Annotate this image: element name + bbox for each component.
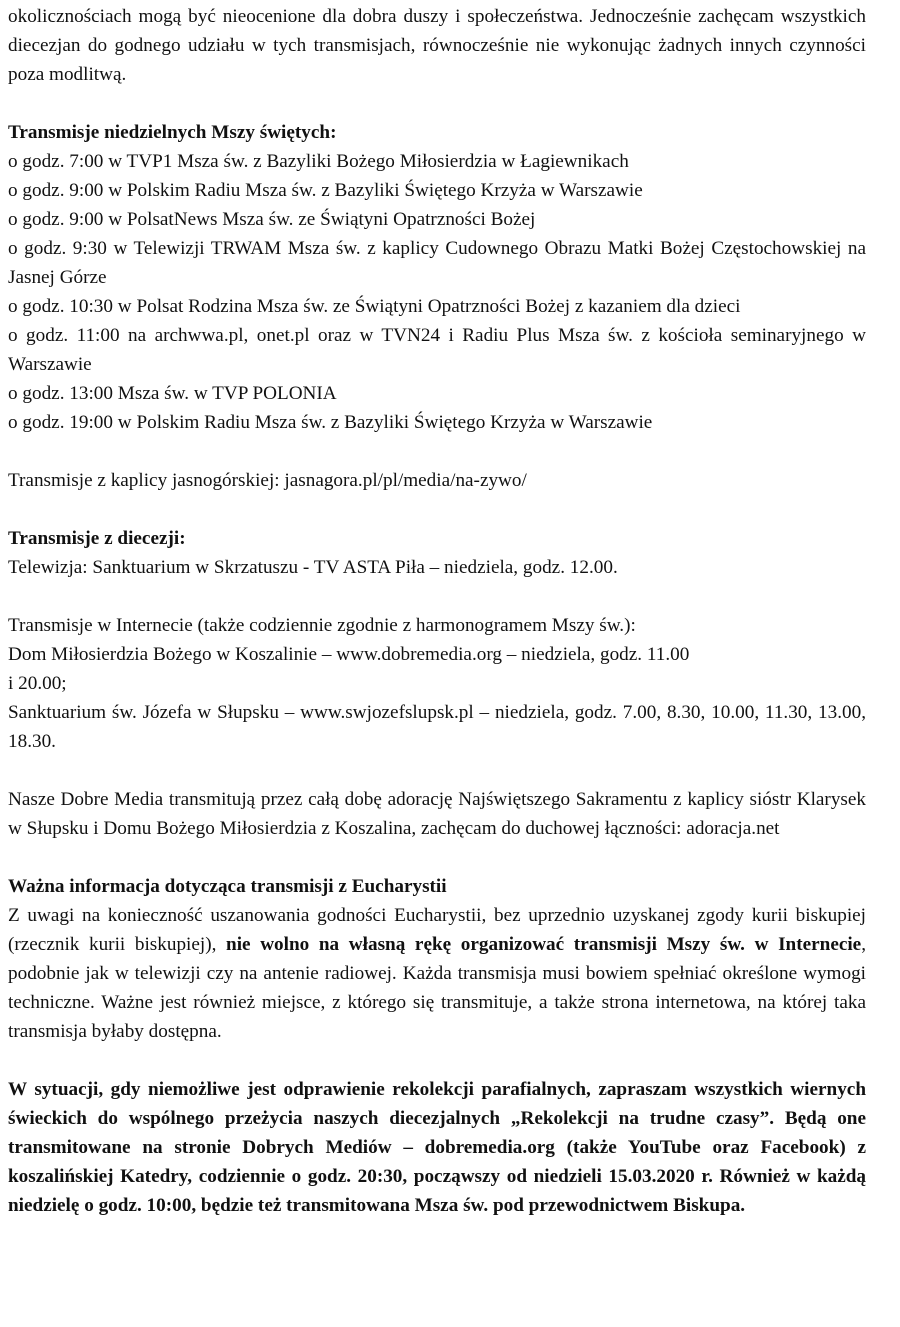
internet-intro-line: Transmisje w Internecie (także codziennie zgodnie z harmonogramem Mszy św.):	[8, 615, 636, 636]
spacer	[8, 1046, 866, 1075]
important-heading: Ważna informacja dotycząca transmisji z Eucharystii	[8, 876, 447, 897]
koszalin-line: Dom Miłosierdzia Bożego w Koszalinie – www.dobremedia.org – niedziela, godz. 11.00	[8, 644, 690, 665]
diocese-tv-line: Telewizja: Sanktuarium w Skrzatuszu - TV ASTA Piła – niedziela, godz. 12.00.	[8, 557, 618, 578]
intro-paragraph: okolicznościach mogą być nieocenione dla dobra duszy i społeczeństwa. Jednocześnie zachęcam wszystkich diecezjan do godnego udziału w tych transmisjach, równocześnie nie wykonując żadnych innych czynności poza modlitwą.	[8, 6, 866, 85]
list-item: o godz. 10:30 w Polsat Rodzina Msza św. ze Świątyni Opatrzności Bożej z kazaniem dla dzieci	[8, 296, 741, 317]
jasna-gora-line: Transmisje z kaplicy jasnogórskiej: jasnagora.pl/pl/media/na-zywo/	[8, 470, 527, 491]
list-item: o godz. 7:00 w TVP1 Msza św. z Bazyliki Bożego Miłosierdzia w Łagiewnikach	[8, 151, 629, 172]
important-paragraph	[8, 901, 866, 1046]
spacer	[8, 582, 866, 611]
list-item: o godz. 9:00 w PolsatNews Msza św. ze Świątyni Opatrzności Bożej	[8, 209, 536, 230]
retreat-paragraph: W sytuacji, gdy niemożliwe jest odprawienie rekolekcji parafialnych, zapraszam wszystkich wiernych świeckich do wspólnego przeżycia naszych diecezjalnych „Rekolekcji na trudne czasy”. Będą one transmitowane na stronie Dobrych Mediów – dobremedia.org (także YouTube oraz Facebook) z koszalińskiej Katedry, codziennie o godz. 20:30, począwszy od niedzieli 15.03.2020 r. Również w każdą niedzielę o godz. 10:00, będzie też transmitowana Msza św. pod przewodnictwem Biskupa.	[8, 1079, 866, 1216]
list-item: o godz. 13:00 Msza św. w TVP POLONIA	[8, 383, 337, 404]
spacer	[8, 437, 866, 466]
spacer	[8, 89, 866, 118]
diocese-heading: Transmisje z diecezji:	[8, 528, 186, 549]
important-text-part1: Z uwagi na konieczność uszanowania godności Eucharystii, bez uprzednio uzyskanej zgody kurii biskupiej (rzecznik kurii biskupiej),	[8, 905, 866, 955]
list-item: o godz. 11:00 na archwwa.pl, onet.pl oraz w TVN24 i Radiu Plus Msza św. z kościoła seminaryjnego w Warszawie	[8, 325, 866, 375]
spacer	[8, 756, 866, 785]
list-item: o godz. 19:00 w Polskim Radiu Msza św. z Bazyliki Świętego Krzyża w Warszawie	[8, 412, 653, 433]
important-text-part2: , podobnie jak w telewizji czy na antenie radiowej. Każda transmisja musi bowiem spełniać określone wymogi techniczne. Ważne jest również miejsce, z którego się transmituje, a także strona internetowa, na której taka transmisja byłaby dostępna.	[8, 934, 866, 1042]
important-bold-text: nie wolno na własną rękę organizować transmisji Mszy św. w Internecie	[226, 934, 862, 955]
spacer	[8, 843, 866, 872]
sunday-masses-list	[8, 147, 866, 437]
sunday-masses-heading: Transmisje niedzielnych Mszy świętych:	[8, 122, 337, 143]
koszalin-line-continued: i 20.00;	[8, 673, 67, 694]
list-item: o godz. 9:30 w Telewizji TRWAM Msza św. z kaplicy Cudownego Obrazu Matki Bożej Częstochowskiej na Jasnej Górze	[8, 238, 866, 288]
adoration-paragraph: Nasze Dobre Media transmitują przez całą dobę adorację Najświętszego Sakramentu z kaplicy sióstr Klarysek w Słupsku i Domu Bożego Miłosierdzia z Koszalina, zachęcam do duchowej łączności: adoracja.net	[8, 789, 866, 839]
spacer	[8, 495, 866, 524]
slupsk-line: Sanktuarium św. Józefa w Słupsku – www.swjozefslupsk.pl – niedziela, godz. 7.00, 8.30, 10.00, 11.30, 13.00, 18.30.	[8, 702, 866, 752]
list-item: o godz. 9:00 w Polskim Radiu Msza św. z Bazyliki Świętego Krzyża w Warszawie	[8, 180, 643, 201]
